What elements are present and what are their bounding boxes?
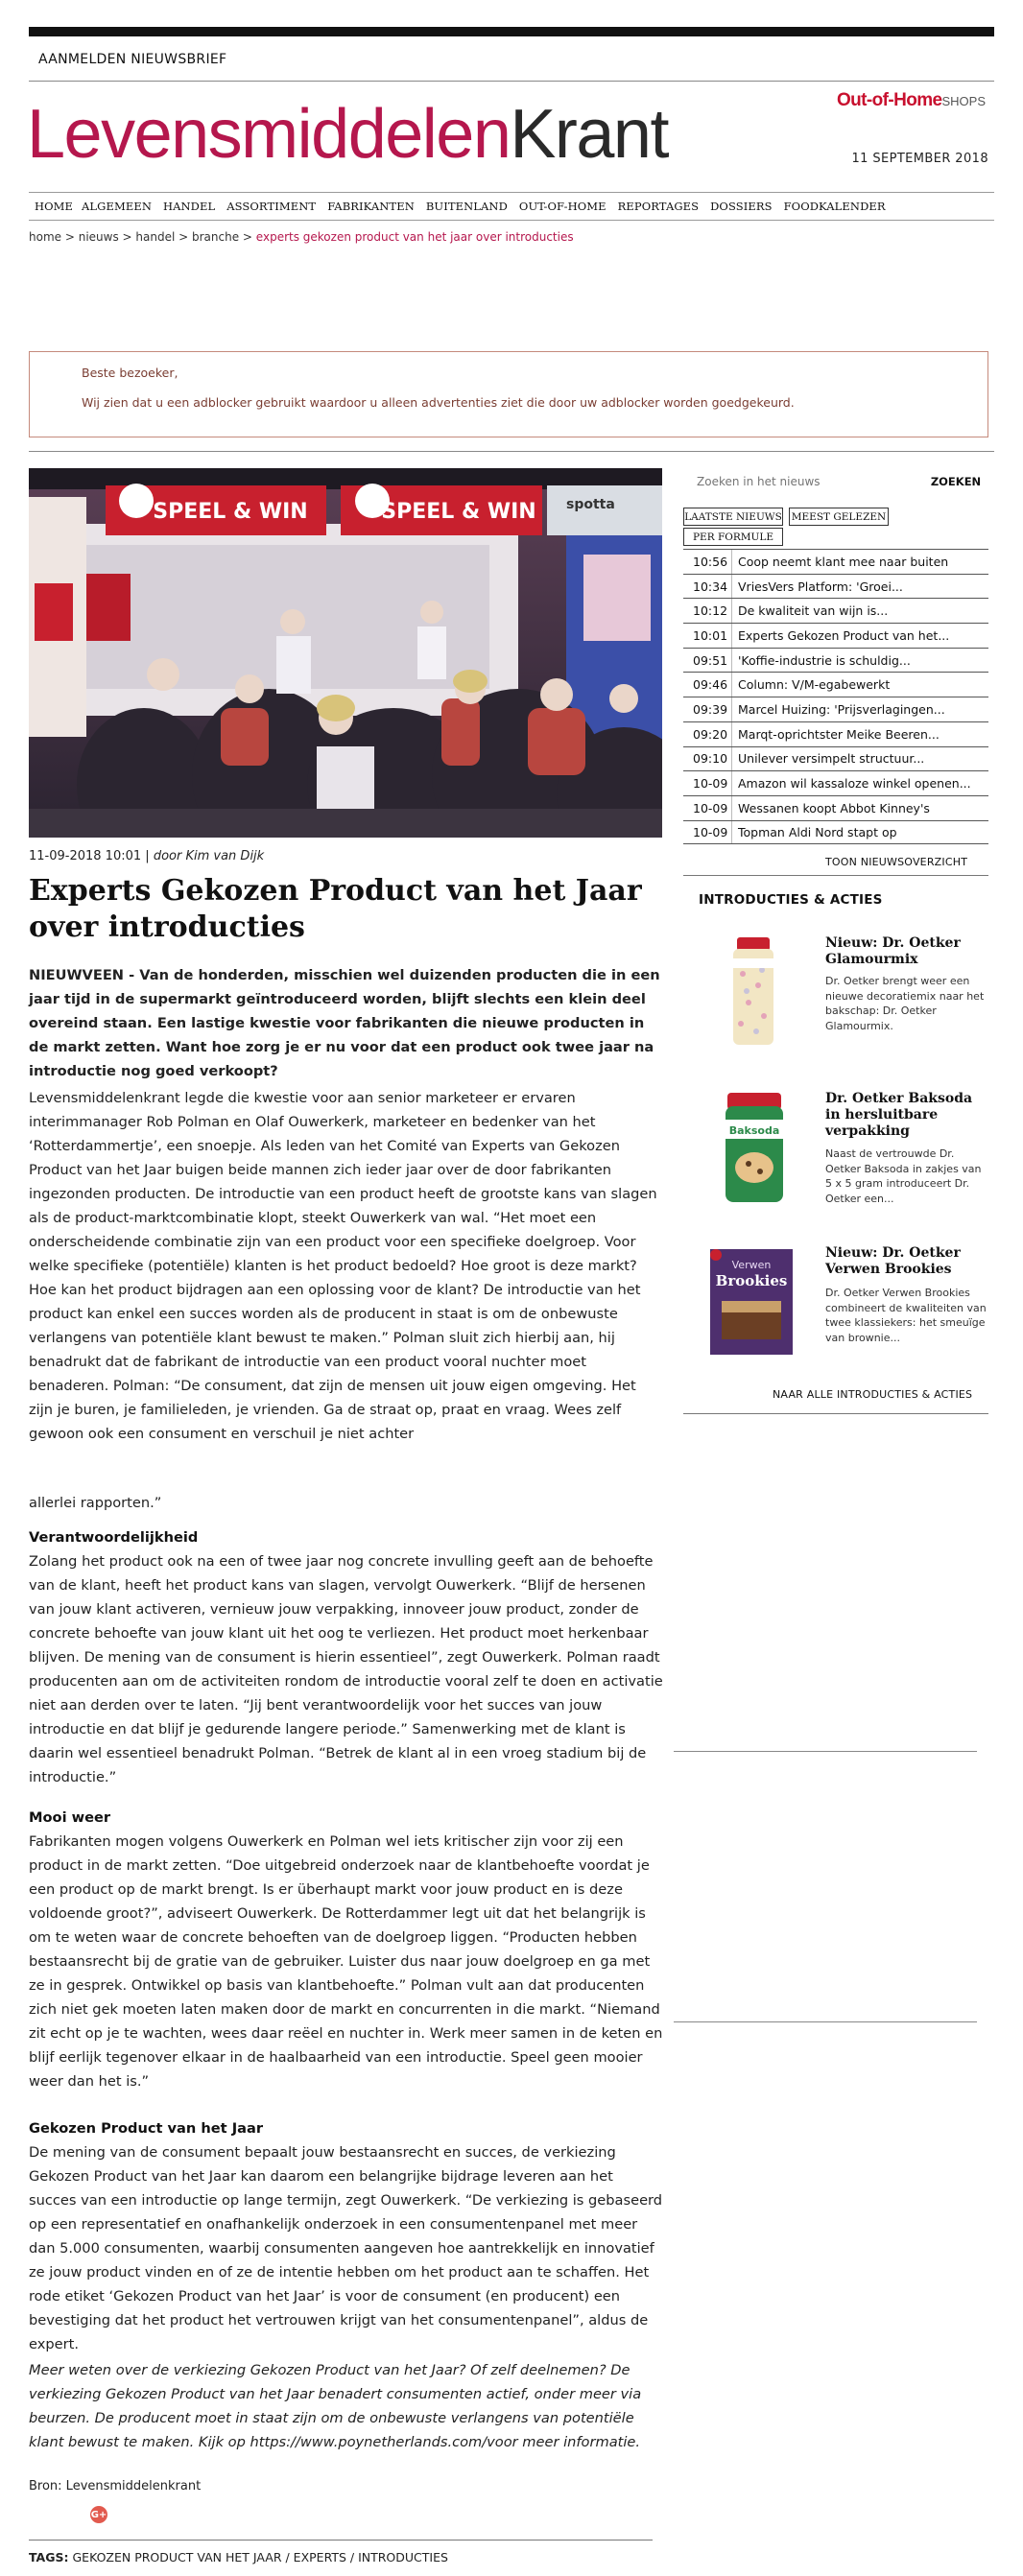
tags-label: TAGS: bbox=[29, 2550, 69, 2564]
article-hero-image bbox=[29, 468, 662, 838]
news-time: 09:39 bbox=[693, 701, 728, 717]
article-source: Bron: Levensmiddelenkrant bbox=[29, 2479, 202, 2493]
adblock-notice bbox=[29, 351, 988, 437]
nav-buitenland[interactable]: BUITENLAND bbox=[425, 200, 508, 213]
nav-assortiment[interactable]: ASSORTIMENT bbox=[226, 200, 317, 213]
news-time: 09:51 bbox=[693, 652, 728, 668]
product-item[interactable] bbox=[699, 1245, 987, 1389]
news-item[interactable] bbox=[683, 721, 988, 746]
news-item[interactable] bbox=[683, 648, 988, 673]
tags-list[interactable]: GEKOZEN PRODUCT VAN HET JAAR / EXPERTS / INTRODUCTIES bbox=[72, 2550, 448, 2564]
news-title[interactable]: Unilever versimpelt structuur... bbox=[731, 747, 924, 771]
article-section bbox=[29, 1806, 664, 2093]
breadcrumb-nieuws[interactable]: nieuws bbox=[78, 230, 119, 244]
news-title[interactable]: Marqt-oprichtster Meike Beeren... bbox=[731, 722, 940, 746]
article-lead: NIEUWVEEN - Van de honderden, misschien wel duizenden producten die in een jaar tijd in de supermarkt geïntroduceerd worden, blijft slechts een klein deel overeind staan. Een lastige kwestie voor fabrikanten die nieuwe producten in de markt zetten. Want hoe zorg je er nu voor dat een product ook twee jaar na introductie nog goed verkoopt? bbox=[29, 967, 660, 1079]
article-title: Experts Gekozen Product van het Jaar over introducties bbox=[29, 874, 642, 944]
article-meta: 11-09-2018 10:01 | door Kim van Dijk bbox=[29, 849, 265, 863]
news-item[interactable] bbox=[683, 697, 988, 721]
divider bbox=[683, 1413, 988, 1414]
article-body-paragraph: Levensmiddelenkrant legde die kwestie voor aan senior marketeer er ervaren interimmanager Rob Polman en Olaf Ouwerkerk, marketeer en bedenker van het ‘Rotterdammertje’, een snoepje. Als leden van het Comité van Experts van Gekozen Product van het Jaar buigen beide mannen zich ieder jaar over de door fabrikanten ingezonden producten. De introductie van een product heeft de grootste kans van slagen als de product-marktcombinatie klopt, steekt Ouwerkerk van wal. “Het moet een onderscheidende combinatie zijn van een product voor een specifieke doelgroep. Voor welke specifieke (potentiële) klanten is het product bedoeld? Hoe groot is deze markt? Hoe kan het product bijdragen aan een oplossing voor de klant? De introductie van het product kan enkel een succes worden als de producent in staat is om de onbewuste verlangens van potentiële klant bewust te maken.” Polman sluit zich hierbij aan, hij benadrukt dat de fabrikant de introductie van een product vooral nuchter moet benaderen. Polman: “De consument, dat zijn de mensen uit jouw eigen omgeving. Het zijn je buren, je familieleden, je vrienden. Ga de straat op, praat en vraag. Wees zelf gewoon ook een consument en verschuil je niet achter bbox=[29, 1090, 657, 1442]
ooh-logo-text: Out-of-Home bbox=[837, 90, 942, 110]
nav-dossiers[interactable]: DOSSIERS bbox=[710, 200, 773, 213]
article-section bbox=[29, 1525, 664, 1789]
verwen-label: Verwen bbox=[731, 1259, 772, 1271]
news-time: 10:01 bbox=[693, 627, 728, 643]
news-time: 10:12 bbox=[693, 603, 728, 619]
news-item[interactable] bbox=[683, 795, 988, 820]
section-heading: Verantwoordelijkheid bbox=[29, 1529, 199, 1546]
breadcrumb bbox=[29, 230, 574, 244]
news-title[interactable]: Experts Gekozen Product van het... bbox=[731, 624, 949, 648]
google-plus-share-icon[interactable]: G+ bbox=[90, 2506, 107, 2523]
news-item[interactable] bbox=[683, 549, 988, 574]
breadcrumb-branche[interactable]: branche bbox=[192, 230, 240, 244]
news-title[interactable]: De kwaliteit van wijn is... bbox=[731, 599, 888, 623]
news-title[interactable]: VriesVers Platform: 'Groei... bbox=[731, 575, 903, 599]
section-heading: Gekozen Product van het Jaar bbox=[29, 2120, 264, 2137]
breadcrumb-separator: > bbox=[175, 230, 192, 244]
section-text: De mening van de consument bepaalt jouw bestaansrecht en succes, de verkiezing Gekozen Product van het Jaar kan daarom een belangrijke bijdrage leveren aan het succes van een introductie op lange termijn, zegt Ouwerkerk. “De verkiezing is gebaseerd op een representatief en onafhankelijk onderzoek in een consumentenpanel met meer dan 5.000 consumenten, waarbij consumenten aangeven hoe aantrekkelijk en innovatief ze jouw product vinden en of ze de intentie hebben om het product aan te schaffen. Het rode etiket ‘Gekozen Product van het Jaar’ is voor de consument (en producent) een bevestiging dat het product het vertrouwen krijgt van het consumentenpanel”, aldus de expert. bbox=[29, 2144, 663, 2352]
hero-banner-text-1: SPEEL & WIN bbox=[153, 500, 308, 524]
product-title[interactable]: Nieuw: Dr. Oetker Verwen Brookies bbox=[825, 1245, 961, 1277]
news-title[interactable]: Coop neemt klant mee naar buiten bbox=[731, 550, 948, 574]
divider bbox=[29, 451, 994, 452]
adblock-message: Wij zien dat u een adblocker gebruikt waardoor u alleen advertenties ziet die door uw adblocker worden goedgekeurd. bbox=[82, 395, 795, 410]
divider bbox=[683, 875, 988, 876]
news-item[interactable] bbox=[683, 820, 988, 845]
breadcrumb-separator: > bbox=[61, 230, 79, 244]
news-item[interactable] bbox=[683, 672, 988, 697]
breadcrumb-handel[interactable]: handel bbox=[135, 230, 176, 244]
article-section bbox=[29, 2116, 664, 2356]
product-item[interactable] bbox=[699, 935, 987, 1079]
section-text: Fabrikanten mogen volgens Ouwerkerk en Polman wel iets kritischer zijn voor zij een product in de markt zetten. “Doe uitgebreid onderzoek naar de klantbehoefte voordat je een product op de markt brengt. Is er überhaupt markt voor jouw product en is deze voldoende groot?”, adviseert Ouwerkerk. De Rotterdammer legt uit dat het belangrijk is om te weten waar de concrete behoeften van de doelgroep liggen. “Producten hebben bestaansrecht bij de gratie van de gebruiker. Luister dus naar jouw doelgroep en ga met ze in gesprek. Ontwikkel op basis van klantbehoefte.” Polman vult aan dat producenten zich niet gek moeten laten maken door de markt en concurrenten in die markt. “Niemand zit echt op je te wachten, wees daar reëel en nuchter in. Werk meer samen in de keten en blijf eerlijk tegenover elkaar in de haalbaarheid van een introductie. Speel geen mooier weer dan het is.” bbox=[29, 1833, 663, 2090]
product-item[interactable] bbox=[699, 1091, 987, 1235]
adblock-greeting: Beste bezoeker, bbox=[82, 366, 178, 380]
news-title[interactable]: 'Koffie-industrie is schuldig... bbox=[731, 649, 911, 673]
news-time: 10-09 bbox=[693, 824, 728, 839]
brookies-label: Brookies bbox=[715, 1272, 788, 1289]
all-introductions-link[interactable]: NAAR ALLE INTRODUCTIES & ACTIES bbox=[773, 1388, 973, 1401]
product-image-glamourmix[interactable] bbox=[720, 935, 787, 1051]
product-description: Dr. Oetker Verwen Brookies combineert de kwaliteiten van twee klassiekers: het smeuïge van brownie... bbox=[825, 1287, 987, 1344]
ooh-shops-logo[interactable] bbox=[837, 90, 986, 111]
nav-out-of-home[interactable]: OUT-OF-HOME bbox=[518, 200, 607, 213]
product-image-brookies[interactable] bbox=[708, 1245, 795, 1360]
news-time: 09:20 bbox=[693, 726, 728, 742]
news-time: 09:10 bbox=[693, 751, 728, 767]
nav-handel[interactable]: HANDEL bbox=[162, 200, 216, 213]
introductions-heading: INTRODUCTIES & ACTIES bbox=[699, 892, 883, 908]
breadcrumb-separator: > bbox=[239, 230, 256, 244]
news-time: 09:46 bbox=[693, 677, 728, 693]
product-title[interactable]: Dr. Oetker Baksoda in hersluitbare verpakking bbox=[825, 1091, 973, 1139]
news-time: 10:56 bbox=[693, 554, 728, 569]
news-item[interactable] bbox=[683, 574, 988, 599]
top-bar bbox=[29, 27, 994, 36]
logo-part-1: Levensmiddelen bbox=[27, 96, 511, 173]
logo-part-2: Krant bbox=[510, 96, 668, 173]
news-time: 10-09 bbox=[693, 800, 728, 815]
divider bbox=[674, 2021, 977, 2022]
product-description: Dr. Oetker brengt weer een nieuwe decoratiemix naar het bakschap: Dr. Oetker Glamourmix. bbox=[825, 975, 985, 1032]
article-author-prefix: door bbox=[153, 849, 182, 863]
divider bbox=[29, 81, 994, 82]
news-time: 10:34 bbox=[693, 579, 728, 594]
article-info-note: Meer weten over de verkiezing Gekozen Product van het Jaar? Of zelf deelnemen? De verkiezing Gekozen Product van het Jaar benadert consumenten actief, onder meer via beurzen. De producent moet in staat zijn om de onbewuste verlangens van potentiële klant bewust te maken. Kijk op https://www.poynetherlands.com/voor meer informatie. bbox=[29, 2362, 642, 2450]
nav-reportages[interactable]: REPORTAGES bbox=[617, 200, 700, 213]
main-nav bbox=[29, 192, 994, 221]
product-image-baksoda[interactable] bbox=[720, 1091, 787, 1206]
article-body-paragraph-end: allerlei rapporten.” bbox=[29, 1495, 162, 1511]
news-item[interactable] bbox=[683, 746, 988, 771]
product-title[interactable]: Nieuw: Dr. Oetker Glamourmix bbox=[825, 935, 961, 967]
news-title[interactable]: Topman Aldi Nord stapt op bbox=[731, 821, 897, 844]
news-search-input[interactable] bbox=[683, 468, 917, 495]
article-date: 11-09-2018 10:01 bbox=[29, 849, 142, 863]
news-item[interactable] bbox=[683, 770, 988, 795]
news-title[interactable]: Wessanen koopt Abbot Kinney's bbox=[731, 796, 930, 820]
tab-laatste-nieuws[interactable]: LAATSTE NIEUWS bbox=[683, 508, 783, 526]
ooh-logo-small: SHOPS bbox=[941, 94, 987, 108]
nav-home[interactable]: HOME bbox=[35, 200, 74, 213]
news-time: 10-09 bbox=[693, 776, 728, 792]
breadcrumb-current: experts gekozen product van het jaar over introducties bbox=[255, 230, 574, 244]
news-title[interactable]: Marcel Huizing: 'Prijsverlagingen... bbox=[731, 697, 945, 721]
show-news-overview-link[interactable]: TOON NIEUWSOVERZICHT bbox=[825, 856, 968, 868]
news-list bbox=[683, 549, 988, 844]
product-description: Naast de vertrouwde Dr. Oetker Baksoda in zakjes van 5 x 5 gram introduceert Dr. Oetker een... bbox=[825, 1147, 982, 1205]
news-item[interactable] bbox=[683, 598, 988, 623]
divider bbox=[29, 2540, 653, 2541]
tab-meest-gelezen[interactable]: MEEST GELEZEN bbox=[789, 508, 889, 526]
baksoda-label: Baksoda bbox=[728, 1124, 780, 1137]
article-author[interactable]: Kim van Dijk bbox=[185, 849, 265, 863]
divider bbox=[674, 1751, 977, 1752]
news-title[interactable]: Column: V/M-egabewerkt bbox=[731, 673, 890, 697]
section-heading: Mooi weer bbox=[29, 1809, 111, 1826]
section-text: Zolang het product ook na een of twee jaar nog concrete invulling geeft aan de behoefte van de klant, heeft het product kans van slagen, vervolgt Ouwerkerk. “Blijf de hersenen van jouw klant activeren, vernieuw jouw verpakking, innoveer jouw product, zonder de concrete behoefte van jouw klant uit het oog te verliezen. Het product moet herkenbaar blijven. De mening van de consument is hierin essentieel”, zegt Ouwerkerk. Polman raadt producenten aan om de activiteiten rondom de introductie vooral zelf te doen en activatie niet aan derden over te laten. “Jij bent verantwoordelijk voor het succes van jouw introductie en dat blijf je gedurende langere periode.” Samenwerking met de klant is daarin wel essentieel benadrukt Polman. “Betrek de klant al in een vroeg stadium bij de introductie.” bbox=[29, 1553, 663, 1785]
news-title[interactable]: Amazon wil kassaloze winkel openen... bbox=[731, 771, 971, 795]
search-button[interactable]: ZOEKEN bbox=[927, 470, 985, 493]
nav-fabrikanten[interactable]: FABRIKANTEN bbox=[327, 200, 415, 213]
site-logo[interactable] bbox=[27, 96, 668, 173]
hero-banner-text-2: SPEEL & WIN bbox=[381, 500, 536, 524]
header-date: 11 SEPTEMBER 2018 bbox=[851, 152, 988, 166]
tab-per-formule[interactable]: PER FORMULE bbox=[683, 528, 783, 546]
article-tags bbox=[29, 2550, 448, 2564]
nav-foodkalender[interactable]: FOODKALENDER bbox=[783, 200, 886, 213]
hero-banner-text-3: spotta bbox=[566, 497, 615, 512]
newsletter-signup-link[interactable]: AANMELDEN NIEUWSBRIEF bbox=[38, 52, 227, 67]
breadcrumb-home[interactable]: home bbox=[29, 230, 62, 244]
breadcrumb-separator: > bbox=[118, 230, 136, 244]
news-item[interactable] bbox=[683, 623, 988, 648]
nav-algemeen[interactable]: ALGEMEEN bbox=[82, 200, 152, 213]
